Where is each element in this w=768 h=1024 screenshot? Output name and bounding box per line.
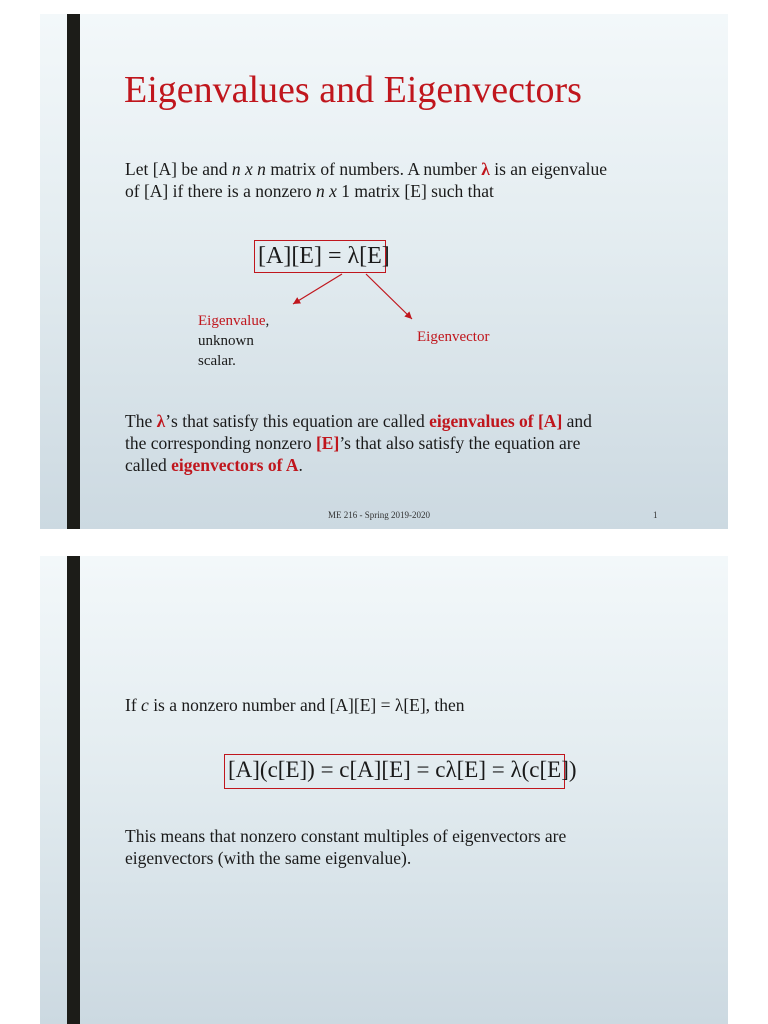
eigen-equation: [A][E] = λ[E] <box>254 240 386 273</box>
statement-line: If c is a nonzero number and [A][E] = λ[E], then <box>125 695 465 715</box>
conclusion-paragraph: This means that nonzero constant multiples of eigenvectors are eigenvectors (with the same eigenvalue). <box>125 826 567 868</box>
eigenvalue-label: Eigenvalue, unknown scalar. <box>198 313 270 369</box>
intro-line-2: of [A] if there is a nonzero n x 1 matrix [E] such that <box>125 181 494 201</box>
slide-1 <box>40 14 728 529</box>
eigenvector-label: Eigenvector <box>417 329 490 345</box>
slide-sidebar-bar <box>67 556 80 1024</box>
slide-footer-course: ME 216 - Spring 2019-2020 <box>328 510 430 520</box>
lambda-symbol: λ <box>481 159 490 179</box>
scaling-equation: [A](c[E]) = c[A][E] = cλ[E] = λ(c[E]) <box>224 754 565 789</box>
slide-title: Eigenvalues and Eigenvectors <box>124 69 582 111</box>
arrow-to-eigenvalue <box>293 274 342 304</box>
intro-line-1: Let [A] be and n x n matrix of numbers. A number λ is an eigenvalue <box>125 159 607 179</box>
conclusion-paragraph: The λ’s that satisfy this equation are called eigenvalues of [A] and the corresponding nonzero [E]’s that also satisfy the equation are called eigenvectors of A. <box>125 411 592 475</box>
arrow-to-eigenvector <box>366 274 412 319</box>
slide-2 <box>40 556 728 1024</box>
slide-page-number: 1 <box>653 510 658 520</box>
